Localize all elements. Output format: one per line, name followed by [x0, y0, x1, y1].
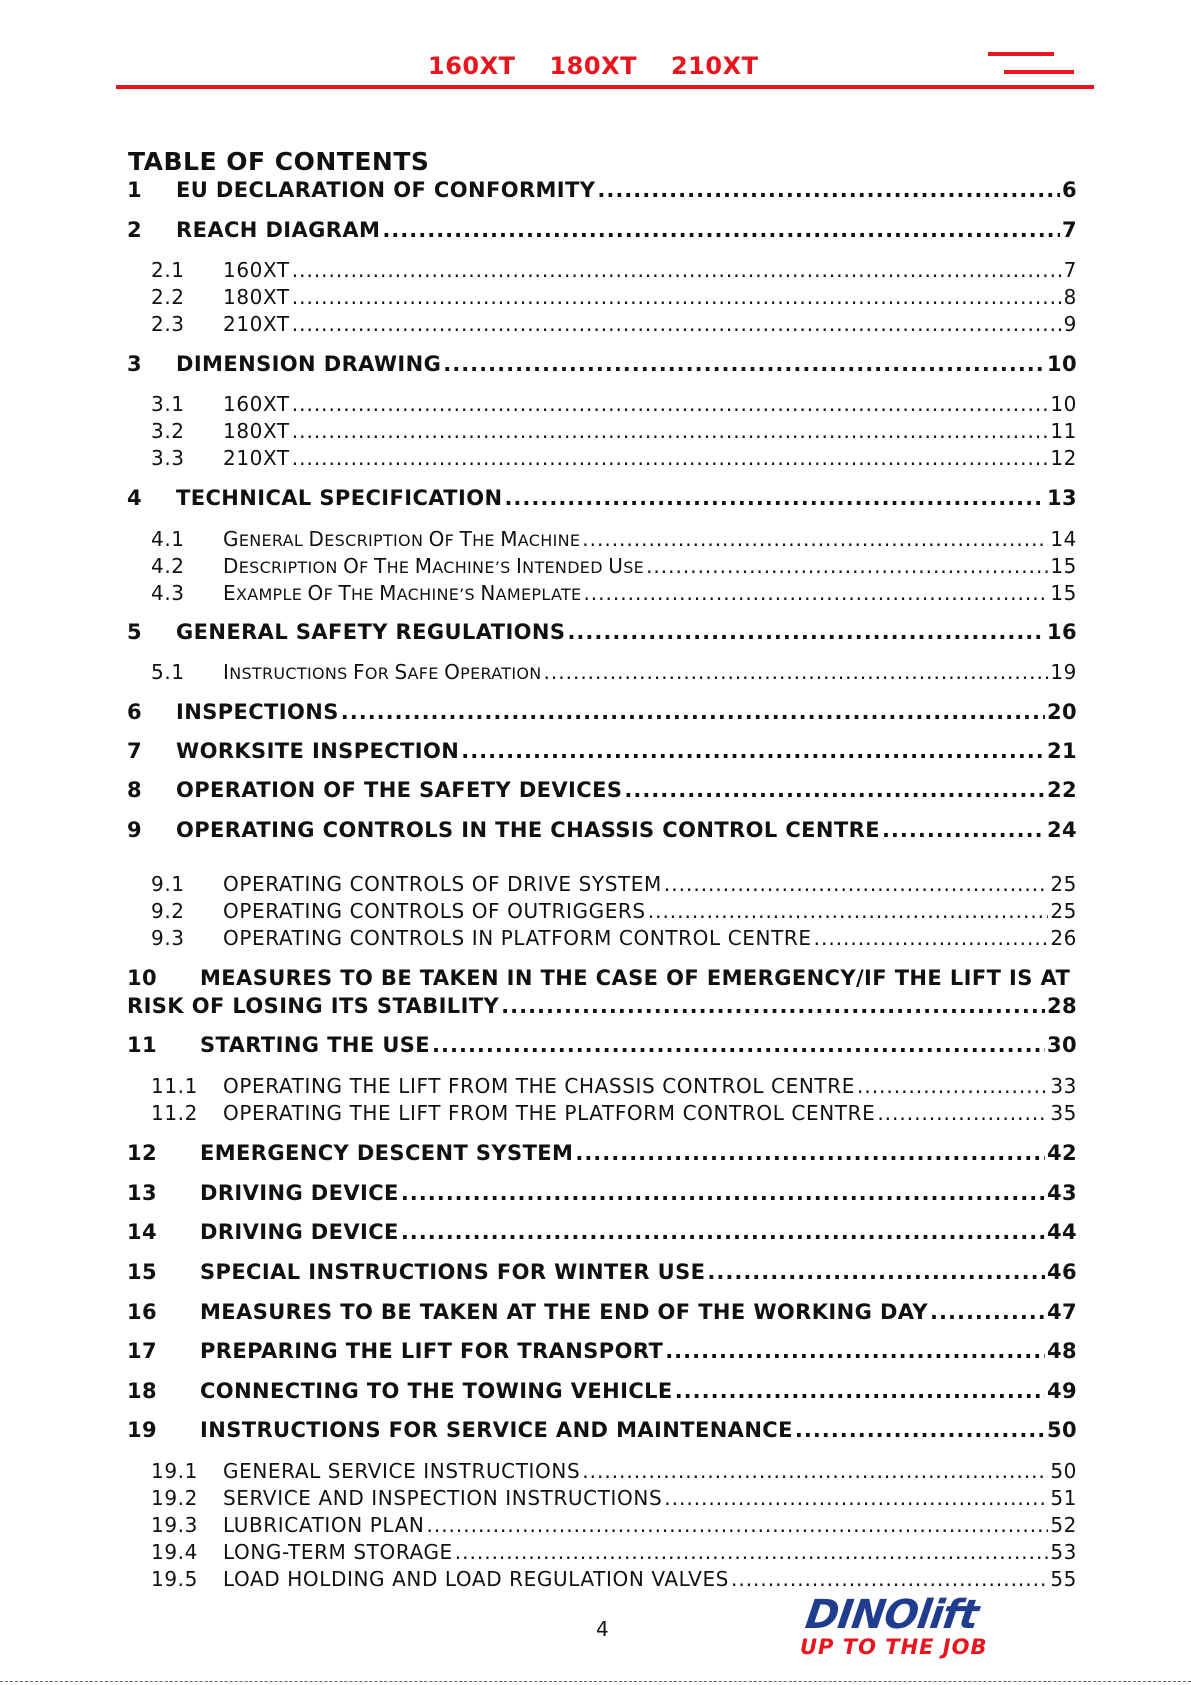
toc-entry-title: PREPARING THE LIFT FOR TRANSPORT: [200, 1339, 664, 1363]
toc-subentry[interactable]: [151, 446, 1077, 470]
toc-entry-title: WORKSITE INSPECTION: [176, 739, 460, 763]
toc-entry-page: 13: [1046, 486, 1077, 510]
toc-leader-dots: [292, 258, 1062, 282]
toc-entry-title: EXAMPLE OF THE MACHINE’S NAMEPLATE: [223, 581, 582, 605]
toc-entry[interactable]: [127, 1339, 1077, 1363]
toc-entry-page: 50: [1046, 1418, 1077, 1442]
toc-entry-page: 7: [1063, 258, 1077, 282]
toc-entry-page: 28: [1046, 994, 1077, 1018]
toc-leader-dots: [795, 1418, 1045, 1442]
toc-entry-title: OPERATING CONTROLS OF DRIVE SYSTEM: [223, 872, 662, 896]
toc-entry-title: OPERATING CONTROLS IN THE CHASSIS CONTROL CENTRE: [176, 818, 880, 842]
toc-entry-number: 9.3: [151, 926, 185, 950]
toc-subentry[interactable]: [151, 527, 1077, 551]
toc-entry-page: 49: [1046, 1379, 1077, 1403]
header-models: [428, 52, 792, 80]
toc-entry-number: 14: [127, 1220, 158, 1244]
toc-entry-number: 9: [127, 818, 143, 842]
toc-subentry[interactable]: [151, 285, 1077, 309]
toc-entry-number: 4.2: [151, 554, 185, 578]
toc-leader-dots: [648, 899, 1049, 923]
toc-leader-dots: [461, 739, 1045, 763]
toc-leader-dots: [426, 1513, 1048, 1537]
header-model: 160XT: [428, 52, 516, 80]
toc-entry-title: GENERAL SAFETY REGULATIONS: [176, 620, 566, 644]
toc-entry-number: 5: [127, 620, 143, 644]
toc-entry-title: LONG-TERM STORAGE: [223, 1540, 453, 1564]
header-rule: [116, 85, 1094, 89]
toc-entry[interactable]: [127, 620, 1077, 644]
toc-subentry[interactable]: [151, 392, 1077, 416]
toc-entry-number: 3.1: [151, 392, 185, 416]
toc-entry-page: 16: [1046, 620, 1077, 644]
toc-entry-number: 19.4: [151, 1540, 198, 1564]
toc-entry-page: 11: [1050, 419, 1077, 443]
toc-entry-title: DRIVING DEVICE: [200, 1220, 399, 1244]
toc-entry-page: 55: [1050, 1567, 1077, 1591]
toc-leader-dots: [382, 218, 1060, 242]
toc-subentry[interactable]: [151, 1567, 1077, 1591]
toc-entry[interactable]: [127, 1260, 1077, 1284]
toc-entry-title: INSTRUCTIONS FOR SAFE OPERATION: [223, 660, 542, 684]
toc-entry-number: 2: [127, 218, 143, 242]
toc-entry[interactable]: [127, 700, 1077, 724]
toc-entry-title: OPERATING THE LIFT FROM THE CHASSIS CONTROL CENTRE: [223, 1074, 855, 1098]
toc-entry-page: 33: [1050, 1074, 1077, 1098]
toc-leader-dots: [292, 392, 1049, 416]
toc-entry-number: 17: [127, 1339, 158, 1363]
toc-subentry[interactable]: [151, 926, 1077, 950]
header-model: 210XT: [670, 52, 759, 80]
toc-entry[interactable]: [127, 1418, 1077, 1442]
toc-leader-dots: [567, 620, 1045, 644]
toc-subentry[interactable]: [151, 1486, 1077, 1510]
toc-entry-title: TECHNICAL SPECIFICATION: [176, 486, 503, 510]
toc-entry-page: 35: [1050, 1101, 1077, 1125]
toc-entry-title: EMERGENCY DESCENT SYSTEM: [200, 1141, 574, 1165]
toc-entry-number: 2.1: [151, 258, 185, 282]
toc-entry[interactable]: [127, 486, 1077, 510]
toc-subentry[interactable]: [151, 1101, 1077, 1125]
toc-entry-number: 9.1: [151, 872, 185, 896]
toc-entry-number: 3.3: [151, 446, 185, 470]
toc-subentry[interactable]: [151, 660, 1077, 684]
toc-subentry[interactable]: [151, 872, 1077, 896]
toc-entry-title: OPERATING CONTROLS OF OUTRIGGERS: [223, 899, 646, 923]
toc-entry-title: 180XT: [223, 285, 290, 309]
toc-leader-dots: [877, 1101, 1048, 1125]
toc-entry-title: LUBRICATION PLAN: [223, 1513, 425, 1537]
toc-leader-dots: [646, 554, 1048, 578]
toc-entry-title: 210XT: [223, 446, 290, 470]
toc-leader-dots: [624, 778, 1045, 802]
toc-entry-page: 8: [1063, 285, 1077, 309]
toc-subentry[interactable]: [151, 1459, 1077, 1483]
toc-entry[interactable]: [127, 778, 1077, 802]
toc-entry-page: 25: [1050, 899, 1077, 923]
toc-leader-dots: [401, 1220, 1045, 1244]
toc-entry-number: 9.2: [151, 899, 185, 923]
toc-subentry[interactable]: [151, 1513, 1077, 1537]
toc-entry[interactable]: [127, 1220, 1077, 1244]
toc-subentry[interactable]: [151, 899, 1077, 923]
toc-entry-line: [127, 966, 1077, 990]
toc-entry-number: 19.1: [151, 1459, 198, 1483]
toc-leader-dots: [582, 1459, 1048, 1483]
toc-entry[interactable]: [127, 218, 1077, 242]
toc-entry-number: 5.1: [151, 660, 185, 684]
toc-entry-number: 6: [127, 700, 143, 724]
toc-leader-dots: [731, 1567, 1048, 1591]
toc-entry-title: INSTRUCTIONS FOR SERVICE AND MAINTENANCE: [200, 1418, 793, 1442]
toc-leader-dots: [292, 285, 1062, 309]
toc-entry-number: 8: [127, 778, 143, 802]
toc-leader-dots: [882, 818, 1045, 842]
toc-entry[interactable]: [127, 739, 1077, 763]
toc-leader-dots: [432, 1033, 1045, 1057]
toc-entry-number: 3.2: [151, 419, 185, 443]
header-model: 180XT: [549, 52, 637, 80]
toc-entry-number: 19.3: [151, 1513, 198, 1537]
toc-entry-number: 2.2: [151, 285, 185, 309]
toc-entry-page: 9: [1063, 312, 1077, 336]
header-mark: [1004, 70, 1074, 74]
toc-leader-dots: [455, 1540, 1049, 1564]
toc-entry[interactable]: [127, 966, 1077, 990]
toc-entry-title: 160XT: [223, 258, 290, 282]
toc-entry-page: 10: [1050, 392, 1077, 416]
toc-entry-title: GENERAL DESCRIPTION OF THE MACHINE: [223, 527, 581, 551]
page-header: [0, 50, 1191, 90]
toc-entry-title: DRIVING DEVICE: [200, 1181, 399, 1205]
toc-entry[interactable]: [127, 1379, 1077, 1403]
toc-leader-dots: [664, 1486, 1048, 1510]
toc-entry-continuation[interactable]: [127, 994, 1077, 1018]
toc-entry-number: 10: [127, 966, 158, 990]
toc-entry-page: 46: [1046, 1260, 1077, 1284]
toc-entry-number: 4.3: [151, 581, 185, 605]
toc-entry-page: 52: [1050, 1513, 1077, 1537]
toc-subentry[interactable]: [151, 1540, 1077, 1564]
toc-entry-page: 47: [1046, 1300, 1077, 1324]
toc-entry-page: 19: [1050, 660, 1077, 684]
toc-entry-title: GENERAL SERVICE INSTRUCTIONS: [223, 1459, 581, 1483]
toc-leader-dots: [707, 1260, 1045, 1284]
toc-entry-page: 7: [1061, 218, 1077, 242]
toc-leader-dots: [544, 660, 1049, 684]
toc-entry-title: OPERATION OF THE SAFETY DEVICES: [176, 778, 623, 802]
toc-subentry[interactable]: [151, 1074, 1077, 1098]
toc-entry-page: 15: [1050, 554, 1077, 578]
toc-entry-page: 25: [1050, 872, 1077, 896]
toc-entry-number: 2.3: [151, 312, 185, 336]
toc-entry-number: 7: [127, 739, 143, 763]
toc-entry-title: EU DECLARATION OF CONFORMITY: [176, 178, 596, 202]
toc-entry-page: 22: [1046, 778, 1077, 802]
toc-leader-dots: [292, 446, 1049, 470]
toc-entry[interactable]: [127, 178, 1077, 202]
toc-entry-page: 15: [1050, 581, 1077, 605]
toc-entry-title: STARTING THE USE: [200, 1033, 431, 1057]
toc-entry-title: 180XT: [223, 419, 290, 443]
toc-entry-page: 24: [1046, 818, 1077, 842]
toc-entry-title: SPECIAL INSTRUCTIONS FOR WINTER USE: [200, 1260, 706, 1284]
toc-entry-page: 30: [1046, 1033, 1077, 1057]
toc-leader-dots: [443, 352, 1045, 376]
toc-entry-number: 18: [127, 1379, 158, 1403]
logo-tagline: UP TO THE JOB: [800, 1635, 988, 1659]
toc-leader-dots: [501, 994, 1045, 1018]
toc-entry-number: 12: [127, 1141, 158, 1165]
toc-entry-title: OPERATING THE LIFT FROM THE PLATFORM CONTROL CENTRE: [223, 1101, 876, 1125]
toc-subentry[interactable]: [151, 581, 1077, 605]
toc-entry-page: 44: [1046, 1220, 1077, 1244]
toc-entry-page: 6: [1061, 178, 1077, 202]
header-mark: [988, 52, 1054, 56]
toc-entry[interactable]: [127, 1181, 1077, 1205]
toc-entry-page: 48: [1046, 1339, 1077, 1363]
toc-entry-number: 19.5: [151, 1567, 198, 1591]
toc-entry-number: 15: [127, 1260, 158, 1284]
page-number: 4: [596, 1617, 609, 1641]
toc-entry-page: 43: [1046, 1181, 1077, 1205]
toc-entry-number: 16: [127, 1300, 158, 1324]
toc-entry-page: 20: [1046, 700, 1077, 724]
toc-entry-page: 12: [1050, 446, 1077, 470]
toc-entry-page: 42: [1046, 1141, 1077, 1165]
toc-leader-dots: [401, 1181, 1045, 1205]
toc-entry[interactable]: [127, 1300, 1077, 1324]
toc-leader-dots: [857, 1074, 1048, 1098]
toc-title: TABLE OF CONTENTS: [128, 147, 430, 176]
logo-wordmark: DINOlift: [802, 1592, 981, 1638]
toc-entry-number: 4.1: [151, 527, 185, 551]
toc-entry-number: 19: [127, 1418, 158, 1442]
toc-entry-page: 21: [1046, 739, 1077, 763]
toc-entry-number: 3: [127, 352, 143, 376]
toc-subentry[interactable]: [151, 258, 1077, 282]
toc-leader-dots: [583, 581, 1048, 605]
toc-leader-dots: [675, 1379, 1045, 1403]
toc-leader-dots: [504, 486, 1045, 510]
toc-entry[interactable]: [127, 818, 1077, 842]
toc-entry-number: 19.2: [151, 1486, 198, 1510]
toc-entry-page: 26: [1050, 926, 1077, 950]
toc-entry-title: MEASURES TO BE TAKEN AT THE END OF THE WORKING DAY: [200, 1300, 929, 1324]
toc-entry-title: 160XT: [223, 392, 290, 416]
toc-entry-title: INSPECTIONS: [176, 700, 339, 724]
toc-subentry[interactable]: [151, 312, 1077, 336]
toc-entry-page: 14: [1050, 527, 1077, 551]
toc-leader-dots: [814, 926, 1049, 950]
toc-leader-dots: [664, 872, 1048, 896]
toc-leader-dots: [292, 312, 1062, 336]
toc-leader-dots: [930, 1300, 1045, 1324]
toc-entry-number: 11.2: [151, 1101, 198, 1125]
toc-entry-number: 4: [127, 486, 143, 510]
toc-leader-dots: [582, 527, 1048, 551]
toc-entry-title: 210XT: [223, 312, 290, 336]
toc-leader-dots: [292, 419, 1049, 443]
toc-entry-title-cont: RISK OF LOSING ITS STABILITY: [127, 994, 500, 1018]
toc-entry-page: 50: [1050, 1459, 1077, 1483]
toc-subentry[interactable]: [151, 554, 1077, 578]
toc-entry-number: 1: [127, 178, 143, 202]
page-edge-divider: [0, 1681, 1191, 1682]
toc-entry-title: MEASURES TO BE TAKEN IN THE CASE OF EMERGENCY/IF THE LIFT IS AT: [200, 966, 1071, 990]
toc-entry-title: DIMENSION DRAWING: [176, 352, 442, 376]
toc-entry[interactable]: [127, 352, 1077, 376]
toc-leader-dots: [597, 178, 1060, 202]
toc-subentry[interactable]: [151, 419, 1077, 443]
toc-entry-title: REACH DIAGRAM: [176, 218, 381, 242]
toc-leader-dots: [341, 700, 1045, 724]
toc-entry-number: 13: [127, 1181, 158, 1205]
toc-entry-page: 10: [1046, 352, 1077, 376]
toc-entry-title: DESCRIPTION OF THE MACHINE’S INTENDED USE: [223, 554, 645, 578]
toc-entry-title: CONNECTING TO THE TOWING VEHICLE: [200, 1379, 673, 1403]
toc-entry-number: 11.1: [151, 1074, 198, 1098]
toc-entry-number: 11: [127, 1033, 158, 1057]
toc-entry-page: 53: [1050, 1540, 1077, 1564]
toc-entry-title: OPERATING CONTROLS IN PLATFORM CONTROL CENTRE: [223, 926, 812, 950]
toc-entry-title: LOAD HOLDING AND LOAD REGULATION VALVES: [223, 1567, 729, 1591]
toc-leader-dots: [575, 1141, 1045, 1165]
toc-entry-title: SERVICE AND INSPECTION INSTRUCTIONS: [223, 1486, 663, 1510]
toc-entry[interactable]: [127, 1141, 1077, 1165]
toc-entry[interactable]: [127, 1033, 1077, 1057]
toc-leader-dots: [665, 1339, 1045, 1363]
toc-entry-page: 51: [1050, 1486, 1077, 1510]
dinolift-logo: [798, 1592, 1008, 1662]
